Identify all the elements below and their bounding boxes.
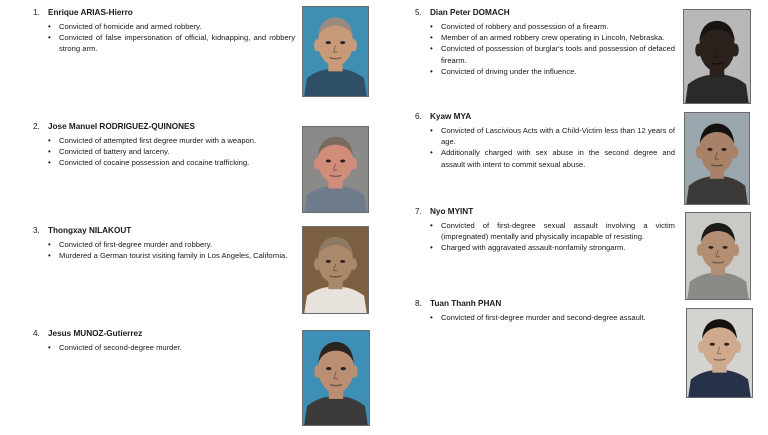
entry-6 [415,112,675,170]
charge-item: • Convicted of first-degree murder and robbery. [33,239,295,250]
portrait-silhouette [303,227,368,313]
entry-8 [415,299,675,323]
left-eye [708,246,713,249]
left-eye [710,343,715,346]
charge-item: • Convicted of battery and larceny. [33,146,295,157]
charge-item: • Convicted of homicide and armed robbery. [33,21,295,32]
mugshot-photo [302,330,370,426]
entry-name: 4. Jesus MUNOZ-Gutierrez [33,329,143,338]
entry-3 [33,226,295,261]
left-eye [707,46,712,49]
entry-2 [33,122,295,169]
charge-list [415,220,675,254]
right-eye [721,148,726,151]
charge-item: • Convicted of false impersonation of official, kidnapping, and robbery strong arm. [33,32,295,54]
right-eye [724,343,729,346]
right-eye [340,41,345,44]
entry-name: 5. Dian Peter DOMACH [415,8,510,17]
entry-7 [415,207,675,254]
mugshot-photo [685,212,751,300]
right-eye [722,246,727,249]
left-eye [326,367,331,370]
right-eye [722,46,727,49]
charge-item: • Member of an armed robbery crew operating in Lincoln, Nebraska. [415,32,675,43]
mugshot-photo [302,226,369,314]
mugshot-photo [684,112,750,205]
mugshot-photo [683,9,751,104]
portrait-silhouette [303,127,368,212]
charge-item: • Convicted of first-degree sexual assault involving a victim (impregnated) mentally and physically incapable of resisting. [415,220,675,242]
left-eye [326,160,331,163]
charge-list [415,21,675,77]
charge-item: • Convicted of Lascivious Acts with a Child-Victim less than 12 years of age. [415,125,675,147]
charge-item: • Murdered a German tourist visiting family in Los Angeles, California. [33,250,295,261]
charge-list [33,239,295,261]
mugshot-photo [302,6,369,97]
left-eye [326,260,331,263]
portrait-silhouette [685,113,749,204]
entry-name: 7. Nyo MYINT [415,207,474,216]
charge-item: • Convicted of robbery and possession of a firearm. [415,21,675,32]
charge-list [33,21,295,55]
right-eye [340,260,345,263]
portrait-silhouette [303,7,368,96]
mugshot-photo [686,308,753,398]
mugshot-photo [302,126,369,213]
entry-4 [33,329,295,353]
charge-item: • Convicted of cocaine possession and cocaine trafficking. [33,157,295,168]
portrait-silhouette [303,331,369,425]
charge-item: • Convicted of second-degree murder. [33,342,295,353]
charge-list [415,312,675,323]
charge-list [33,135,295,169]
entry-1 [33,8,295,55]
charge-list [415,125,675,170]
charge-item: • Convicted of attempted first degree murder with a weapon. [33,135,295,146]
entry-5 [415,8,675,77]
right-eye [341,367,346,370]
portrait-silhouette [687,309,752,397]
entry-name: 3. Thongxay NILAKOUT [33,226,132,235]
right-eye [340,160,345,163]
left-eye [707,148,712,151]
charge-item: • Additionally charged with sex abuse in the second degree and assault with intent to commit sexual abuse. [415,147,675,169]
charge-item: • Convicted of possession of burglar's tools and possession of defaced firearm. [415,43,675,65]
entry-name: 6. Kyaw MYA [415,112,472,121]
portrait-silhouette [684,10,750,103]
entry-name: 2. Jose Manuel RODRIGUEZ-QUINONES [33,122,195,131]
charge-item: • Charged with aggravated assault-nonfamily strongarm. [415,242,675,253]
charge-item: • Convicted of first-degree murder and second-degree assault. [415,312,675,323]
entry-name: 1. Enrique ARIAS-Hierro [33,8,133,17]
charge-item: • Convicted of driving under the influence. [415,66,675,77]
portrait-silhouette [686,213,750,299]
left-eye [326,41,331,44]
charge-list [33,342,295,353]
entry-name: 8. Tuan Thanh PHAN [415,299,502,308]
